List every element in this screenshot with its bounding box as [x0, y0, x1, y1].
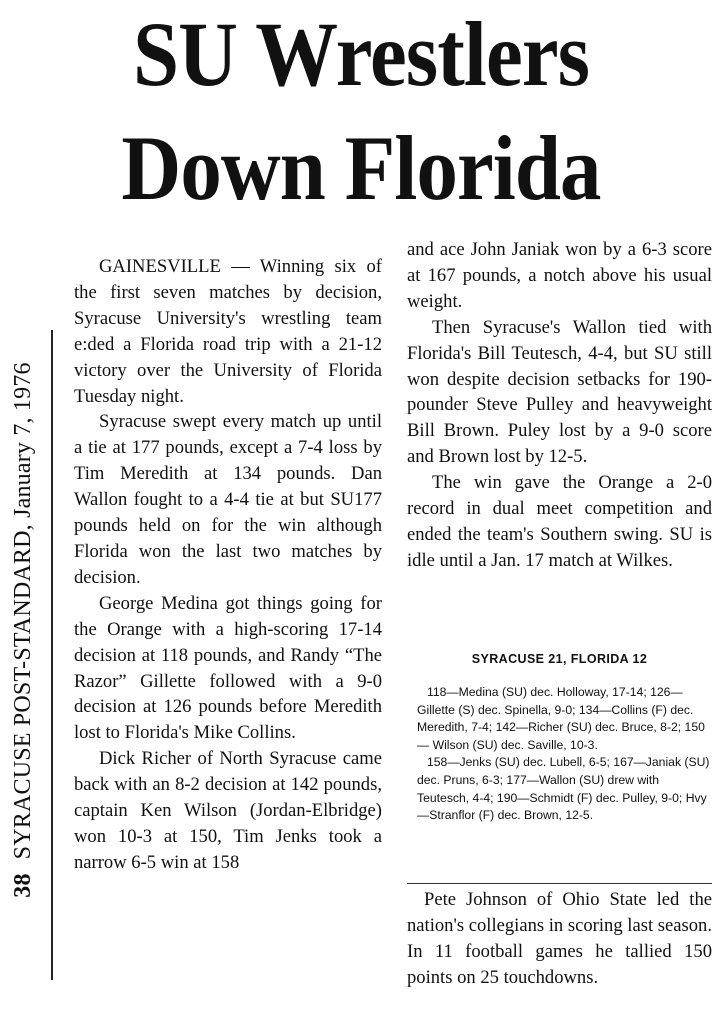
filler-paragraph: Pete Johnson of Ohio State led the nation's collegians in scoring last season. In 11 football games he tallied 150 points on 25 touchdowns.: [407, 889, 712, 988]
page-number: 38: [10, 873, 36, 898]
results-title: SYRACUSE 21, FLORIDA 12: [471, 652, 648, 666]
article-paragraph: and ace John Janiak won by a 6-3 score at 167 pounds, a notch above his usual weight.: [407, 239, 712, 312]
source-sidebar: [0, 240, 56, 1020]
headline-line-2: Down Florida: [121, 117, 601, 219]
article-paragraph: The win gave the Orange a 2-0 record in dual meet competition and ended the team's Southern swing. SU is idle until a Jan. 17 match at Wilkes.: [407, 472, 712, 571]
article-column-2: [407, 237, 712, 574]
results-list: [417, 684, 712, 825]
column-rule: [51, 330, 53, 980]
filler-note: [407, 887, 712, 991]
results-paragraph: 158—Jenks (SU) dec. Lubell, 6-5; 167—Janiak (SU) dec. Pruns, 6-3; 177—Wallon (SU) drew with Teutesch, 4-4; 190—Schmidt (F) dec. Pulley, 9-0; Hvy—Stranflor (F) dec. Brown, 12-5.: [417, 755, 710, 823]
source-credit: SYRACUSE POST-STANDARD, January 7, 1976: [10, 362, 36, 860]
article-paragraph: George Medina got things going for the Orange with a high-scoring 17-14 decision at 118 pounds, and Randy “The Razor” Gillette followed with a 9-0 decision at 126 pounds before Meredith lost to Florida's Mike Collins.: [74, 592, 382, 744]
article-paragraph: Dick Richer of North Syracuse came back with an 8-2 decision at 142 pounds, captain Ken Wilson (Jordan-Elbridge) won 10-3 at 150, Tim Jenks took a narrow 6-5 win at 158: [74, 748, 382, 873]
section-divider: [407, 883, 712, 884]
results-paragraph: 118—Medina (SU) dec. Holloway, 17-14; 126—Gillette (S) dec. Spinella, 9-0; 134—Collins (F) dec. Meredith, 7-4; 142—Richer (SU) dec. Bruce, 8-2; 150— Wilson (SU) dec. Saville, 10-3.: [417, 685, 705, 752]
headline-line-1: SU Wrestlers: [132, 3, 590, 105]
article-paragraph: Syracuse swept every match up until a tie at 177 pounds, except a 7-4 loss by Tim Meredith at 134 pounds. Dan Wallon fought to a 4-4 tie at but SU177 pounds held on for the win although Florida won the last two matches by decision.: [74, 411, 382, 588]
article-column-1: [74, 254, 382, 876]
article-paragraph: GAINESVILLE — Winning six of the first seven matches by decision, Syracuse University's wrestling team e:ded a Florida road trip with a 21-12 victory over the University of Florida Tuesday night.: [74, 256, 382, 407]
article-paragraph: Then Syracuse's Wallon tied with Florida's Bill Teutesch, 4-4, but SU still won despite decision setbacks for 190-pounder Steve Pulley and heavyweight Bill Brown. Puley lost by a 9-0 score and Brown lost by 12-5.: [407, 316, 712, 468]
